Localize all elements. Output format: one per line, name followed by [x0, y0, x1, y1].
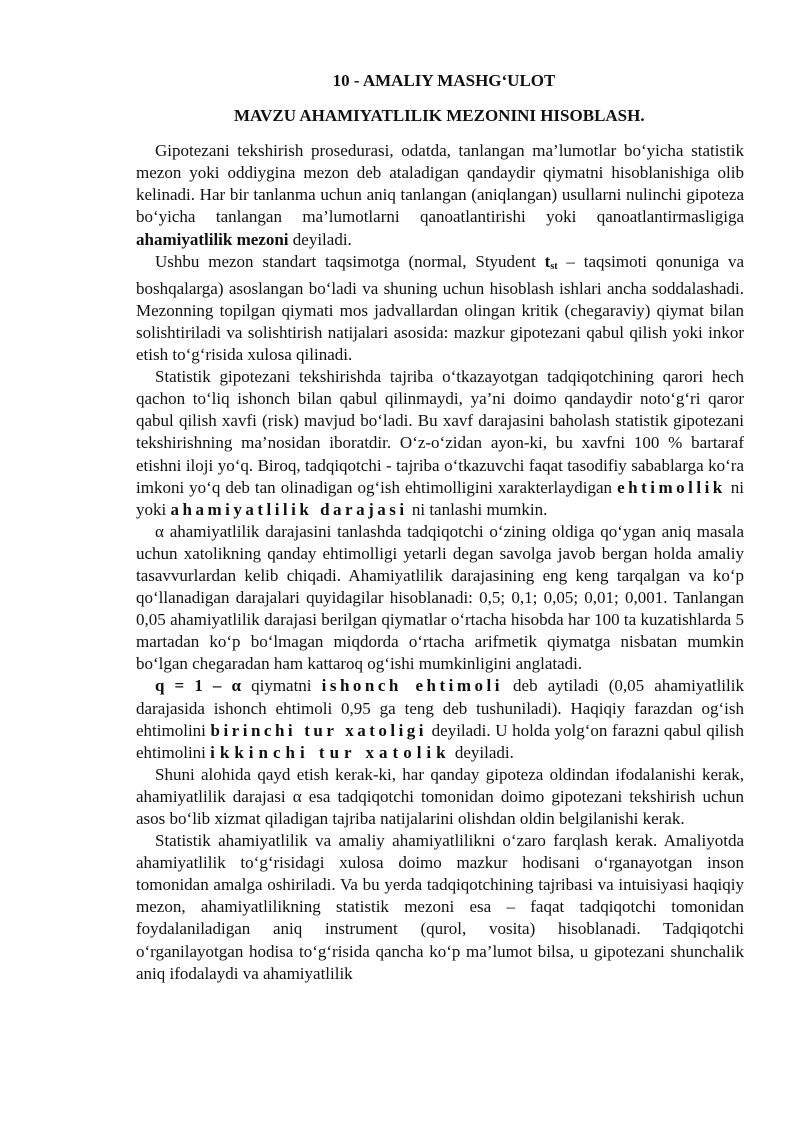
paragraph-2-text-b: – taqsimoti qonuniga va boshqalarga) asoslangan bo‘ladi va shuning uchun hisoblash ishlari ancha soddalashadi. Mezonning topilgan qiymati mos jadvallardan olingan kritik (chegaraviy) qiymat bilan solishtiriladi va solishtirish natijalari asosida: mazkur gipotezani qabul qilish yoki inkor etish to‘g‘risida xulosa qilinadi.: [136, 251, 744, 365]
paragraph-5: [136, 675, 744, 763]
paragraph-3: [136, 366, 744, 521]
paragraph-5-text-c: deyiladi. U holda yolg‘on farazni qabul qilish ehtimolini: [136, 720, 744, 762]
t-st-symbol: [545, 252, 558, 271]
term-ehtimollik: ehtimollik: [617, 477, 726, 497]
st-subscript: st: [550, 260, 558, 272]
paragraph-3-text-mid: ni yoki: [136, 477, 744, 519]
paragraph-5-text-a: qiymatni: [241, 676, 322, 696]
paragraph-3-text-a: Statistik gipotezani tekshirishda tajriba o‘tkazayotgan tadqiqotchining qarori hech qachon to‘liq ishonch bilan qabul qilinmaydi, ya’ni doimo qandaydir noto‘g‘ri qaror qabul qilish xavfi (risk) mavjud bo‘ladi. Bu xavf darajasini baholash statistik gipotezani tekshirishning ma’nosidan iboratdir. O‘z-o‘zidan ayon-ki, bu xavfni 100 % bartaraf etishni iloji yo‘q. Biroq, tadqiqotchi - tajriba o‘tkazuvchi faqat tasodifiy sabablarga ko‘ra imkoni yo‘q deb tan olinadigan og‘ish ehtimolligini xarakterlaydigan: [136, 367, 744, 497]
paragraph-3-text-b: ni tanlashi mumkin.: [407, 499, 548, 519]
paragraph-1-text-a: Gipotezani tekshirish prosedurasi, odatda, tanlangan ma’lumotlar bo‘yicha statistik mezon yoki oddiygina mezon deb ataladigan qandaydir qiymatni hisoblanishiga olib kelinadi. Har bir tanlanma uchun aniq tanlangan (aniqlangan) usullarni nulinchi gipoteza bo‘yicha tanlangan ma’lumotlarni qanoatlantirishi yoki qanoatlantirmasligiga: [136, 141, 744, 227]
formula-q: q = 1 – α: [155, 676, 241, 696]
page-title: 10 - AMALIY MASHG‘ULOT: [332, 71, 556, 90]
paragraph-6: Shuni alohida qayd etish kerak-ki, har qanday gipoteza oldindan ifodalanishi kerak, ahamiyatlilik darajasi α esa tadqiqotchi tomonidan doimo gipotezani tekshirish uchun asos bo‘lib xizmat qiladigan tajriba natijalarini olishdan oldin belgilanishi kerak.: [136, 764, 744, 828]
t-symbol: t: [544, 251, 551, 271]
paragraph-2-text-a: Ushbu mezon standart taqsimotga (normal, Styudent: [155, 251, 545, 271]
paragraph-5-text-b: deb aytiladi (0,05 ahamiyatlilik darajasida ishonch ehtimoli 0,95 ga teng deb tushuniladi). Haqiqiy farazdan og‘ish ehtimolini: [136, 676, 744, 740]
term-ikkinchi-tur-xatolik: ikkinchi tur xatolik: [210, 742, 451, 762]
topic-title: MAVZU AHAMIYATLILIK MEZONINI HISOBLASH.: [234, 106, 645, 126]
term-ahamiyatlilik-mezoni: ahamiyatlilik mezoni: [136, 229, 289, 249]
paragraph-1: [136, 140, 744, 250]
paragraph-2: [136, 251, 744, 366]
paragraph-1-text-b: deyiladi.: [288, 229, 352, 249]
paragraph-5-text-d: deyiladi.: [450, 742, 514, 762]
paragraph-4: α ahamiyatlilik darajasini tanlashda tadqiqotchi o‘zining oldiga qo‘ygan aniq masala uchun xatolikning qanday ehtimolligi yetarli degan savolga javob bergan holda amaliy tasavvurlardan kelib chiqadi. Ahamiyatlilik darajasining eng keng tarqalgan va ko‘p qo‘llanadigan darajalari quyidagilar hisoblanadi: 0,5; 0,1; 0,05; 0,01; 0,001. Tanlangan 0,05 ahamiyatlilik darajasi berilgan qiymatlar o‘rtacha hisobda har 100 ta kuzatishlarda 5 martadan ko‘p bo‘lmagan miqdorda o‘rtacha arifmetik qiymatga nisbatan mumkin bo‘lgan chegaradan ham kattaroq og‘ishi mumkinligini anglatadi.: [136, 521, 744, 674]
paragraph-7: Statistik ahamiyatlilik va amaliy ahamiyatlilikni o‘zaro farqlash kerak. Amaliyotda ahamiyatlilik to‘g‘risidagi xulosa doimo mazkur hodisani o‘rganayotgan inson tomonidan amalga oshiriladi. Va bu yerda tadqiqotchining tajribasi va intuisiyasi haqiqiy mezon, ahamiyatlilikning statistik mezoni esa – faqat tadqiqotchi tomonidan foydalaniladigan aniq instrument (qurol, vosita) hisoblanadi. Tadqiqotchi o‘rganilayotgan hodisa to‘g‘risida qancha ko‘p ma’lumot bilsa, u gipotezani shunchalik aniq ifodalaydi va ahamiyatlilik: [136, 831, 744, 983]
term-ahamiyatlilik-darajasi: ahamiyatlilik darajasi: [170, 499, 408, 519]
term-ishonch-ehtimoli: ishonch ehtimoli: [321, 676, 503, 696]
term-birinchi-tur-xatoligi: birinchi tur xatoligi: [210, 720, 428, 740]
document-page: [136, 70, 744, 985]
